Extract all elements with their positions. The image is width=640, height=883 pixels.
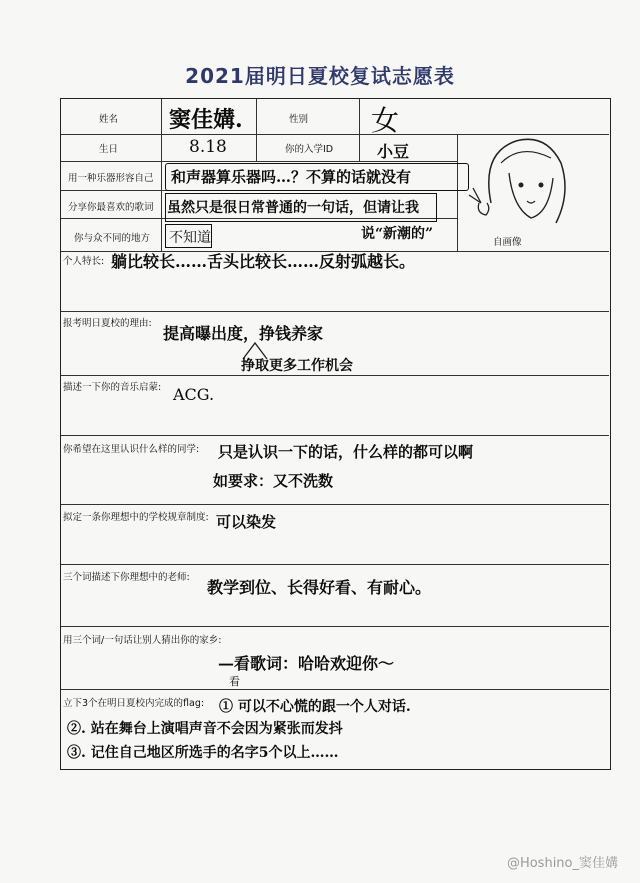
row-divider: [61, 564, 609, 565]
row-divider: [61, 311, 609, 312]
birthday-label: 生日: [99, 144, 119, 155]
row-divider: [61, 689, 609, 690]
birthday-value: 8.18: [189, 137, 227, 157]
section-answer-extra: 挣取更多工作机会: [241, 358, 353, 374]
section-answer: ACG.: [173, 385, 215, 404]
section-answer: 可以染发: [216, 513, 277, 531]
section-label: 用三个词/一句话让别人猜出你的家乡:: [63, 635, 222, 646]
row-divider: [61, 375, 609, 376]
flag-2: ②. 站在舞台上演唱声音不会因为紧张而发抖: [67, 721, 343, 737]
lyric-value-continued: 说“新潮的”: [361, 226, 434, 242]
flag-1: ① 可以不心慌的跟一个人对话.: [219, 699, 411, 715]
portrait-label: 自画像: [493, 237, 522, 248]
difference-value: 不知道: [169, 230, 211, 246]
col-divider: [161, 99, 162, 251]
section-label: 个人特长:: [63, 256, 105, 267]
section-answer: 躺比较长……舌头比较长……反射弧越长。: [111, 252, 416, 271]
self-portrait-drawing: [461, 133, 609, 233]
section-label: 你希望在这里认识什么样的同学:: [63, 444, 200, 455]
lyric-value: 虽然只是很日常普通的一句话，但请让我: [167, 200, 419, 216]
row-divider: [61, 504, 609, 505]
section-label: 立下3个在明日夏校内完成的flag:: [63, 698, 205, 709]
section-answer: 只是认识一下的话，什么样的都可以啊: [218, 443, 474, 461]
form-title: 2021届明日夏校复试志愿表: [185, 64, 455, 88]
entry-id-label: 你的入学ID: [285, 144, 334, 155]
section-label: 拟定一条你理想中的学校规章制度:: [63, 512, 209, 523]
section-label: 报考明日夏校的理由:: [63, 318, 152, 329]
section-label: 三个词描述下你理想中的老师:: [63, 572, 190, 583]
name-value: 窦佳媾.: [169, 107, 243, 133]
col-divider: [256, 99, 257, 161]
row-divider: [61, 626, 609, 627]
col-divider: [359, 99, 360, 161]
section-label: 描述一下你的音乐启蒙:: [63, 382, 162, 393]
instrument-value: 和声器算乐器吗…？不算的话就没有: [171, 168, 412, 186]
row-divider: [61, 435, 609, 436]
instrument-label: 用一种乐器形容自己: [68, 173, 154, 184]
section-answer: 教学到位、长得好看、有耐心。: [207, 578, 432, 597]
application-form: [60, 98, 611, 770]
section-answer: —看歌词：哈哈欢迎你～: [218, 654, 395, 673]
lyric-label: 分享你最喜欢的歌词: [68, 202, 154, 213]
section-answer-note: 看: [229, 675, 240, 688]
gender-value: 女: [371, 104, 400, 137]
weibo-watermark: @Hoshino_窦佳媾: [506, 856, 618, 871]
section-answer-extra: 如要求：又不洗数: [213, 472, 334, 490]
gender-label: 性别: [289, 114, 309, 125]
section-answer: 提高曝出度，挣钱养家: [163, 324, 324, 343]
entry-id-value: 小豆: [377, 142, 410, 161]
name-label: 姓名: [99, 114, 119, 125]
difference-label: 你与众不同的地方: [74, 233, 151, 244]
col-divider: [457, 134, 458, 251]
flag-3: ③. 记住自己地区所选手的名字5个以上……: [67, 745, 339, 761]
